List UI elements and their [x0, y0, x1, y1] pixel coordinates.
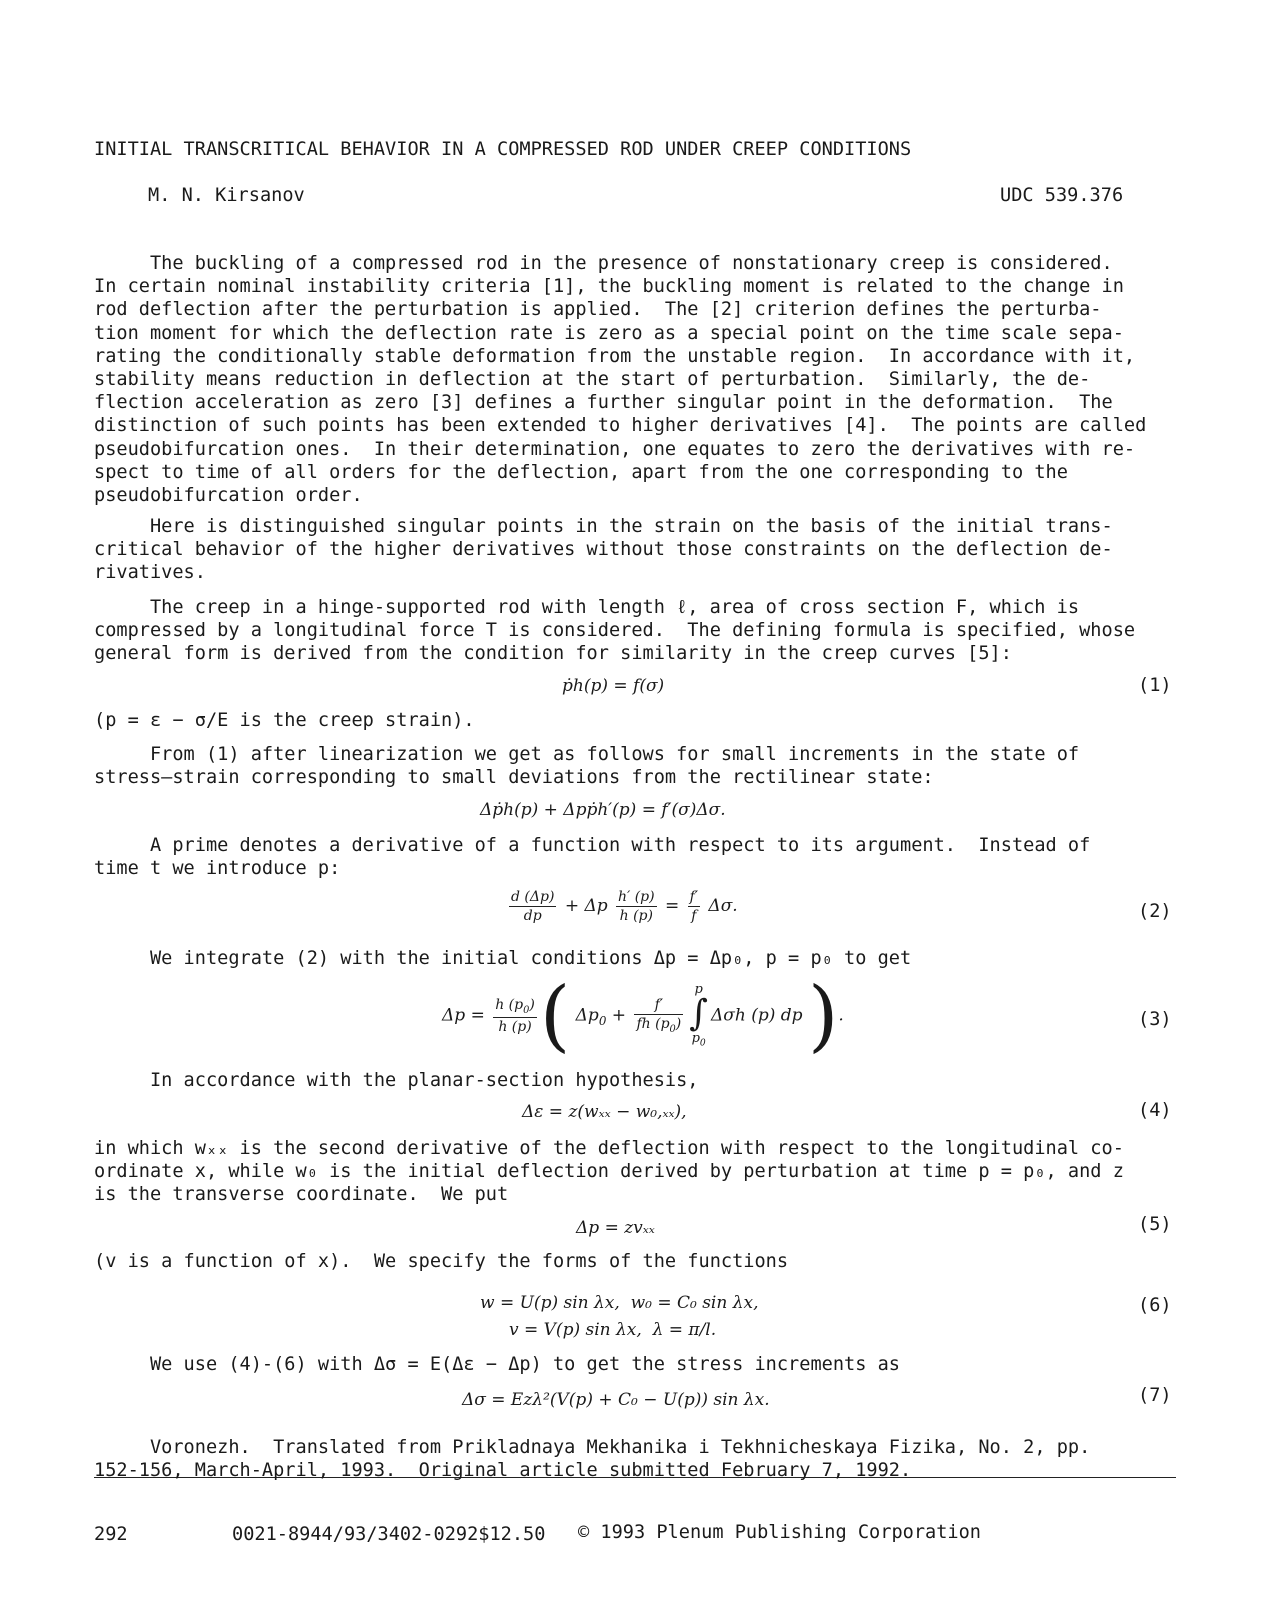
text-line: spect to time of all orders for the deflection, apart from the one corresponding to the [94, 461, 1068, 483]
equation-number-4: (4) [1138, 1100, 1172, 1121]
text-line: stress—strain corresponding to small deviations from the rectilinear state: [94, 767, 934, 789]
text-line: Here is distinguished singular points in the strain on the basis of the initial trans- [94, 516, 1113, 537]
text-line: pseudobifurcation ones. In their determination, one equates to zero the derivatives with re- [94, 438, 1136, 460]
integrate-sentence: We integrate (2) with the initial conditions Δp = Δp₀, p = p₀ to get [94, 948, 912, 969]
equation-1: ṗh(p) = f(σ) [562, 676, 665, 696]
function-forms-sentence: (v is a function of x). We specify the forms of the functions [94, 1251, 789, 1272]
text-line: Voronezh. Translated from Prikladnaya Mekhanika i Tekhnicheskaya Fizika, No. 2, pp. [94, 1437, 1091, 1458]
equation-6b: v = V(p) sin λx, λ = π/l. [509, 1320, 717, 1340]
equation-5: Δp = zvₓₓ [576, 1218, 655, 1238]
udc-code: UDC 539.376 [1000, 185, 1124, 206]
equation-7: Δσ = Ezλ²(V(p) + C₀ − U(p)) sin λx. [462, 1390, 770, 1410]
paragraph-singular-points [94, 515, 1174, 585]
copyright: © 1993 Plenum Publishing Corporation [578, 1522, 981, 1543]
equation-number-5: (5) [1138, 1214, 1172, 1235]
text-line: rivatives. [94, 562, 206, 584]
text-line: pseudobifurcation order. [94, 485, 363, 507]
text-line: From (1) after linearization we get as follows for small increments in the state of [94, 744, 1080, 765]
text-line: compressed by a longitudinal force T is considered. The defining formula is specified, whose [94, 620, 1136, 642]
planar-section-sentence: In accordance with the planar-section hypothesis, [94, 1070, 699, 1091]
text-line: time t we introduce p: [94, 858, 341, 880]
equation-number-7: (7) [1138, 1385, 1172, 1406]
text-line: general form is derived from the condition for similarity in the creep curves [5]: [94, 643, 1012, 665]
text-line: The creep in a hinge-supported rod with length ℓ, area of cross section F, which is [94, 597, 1080, 618]
equation-number-6: (6) [1138, 1295, 1172, 1316]
text-line: ordinate x, while w₀ is the initial deflection derived by perturbation at time p = p₀, and z [94, 1161, 1124, 1183]
equation-6a: w = U(p) sin λx, w₀ = C₀ sin λx, [480, 1293, 759, 1313]
paragraph-deflection [94, 1137, 1174, 1207]
text-line: stability means reduction in deflection at the start of perturbation. Similarly, the de- [94, 369, 1091, 391]
equation-number-2: (2) [1138, 901, 1172, 922]
paragraph-intro [94, 252, 1174, 507]
paragraph-creep [94, 596, 1174, 666]
page-number: 292 [94, 1524, 128, 1545]
text-line: rod deflection after the perturbation is applied. The [2] criterion defines the perturba- [94, 299, 1102, 321]
equation-3: Δp = $\frac{h (p_0)}{h (p)}$ ( $\Delta p_0$ + $\frac{f'}{fh (p_0)}$ p ∫ $p_0$ Δσh (p) dp ). [442, 971, 844, 1061]
paragraph-prime [94, 834, 1174, 880]
equation-4: Δε = z(wₓₓ − w₀,ₓₓ), [522, 1102, 687, 1122]
equation-linearized: Δṗh(p) + Δpṗh′(p) = f′(σ)Δσ. [480, 800, 726, 820]
author: M. N. Kirsanov [148, 185, 305, 206]
paper-title: INITIAL TRANSCRITICAL BEHAVIOR IN A COMPRESSED ROD UNDER CREEP CONDITIONS [94, 139, 912, 160]
text-line: In certain nominal instability criteria [1], the buckling moment is related to the change in [94, 276, 1124, 298]
paragraph-linearization [94, 743, 1174, 789]
text-line: is the transverse coordinate. We put [94, 1184, 509, 1206]
text-line: The buckling of a compressed rod in the presence of nonstationary creep is considered. [94, 253, 1113, 274]
text-line: rating the conditionally stable deformation from the unstable region. In accordance with it, [94, 345, 1136, 367]
text-line: A prime denotes a derivative of a function with respect to its argument. Instead of [94, 835, 1091, 856]
text-line: distinction of such points has been extended to higher derivatives [4]. The points are called [94, 415, 1147, 437]
creep-strain-note: (p = ε − σ/E is the creep strain). [94, 710, 475, 731]
text-line: flection acceleration as zero [3] defines a further singular point in the deformation. The [94, 392, 1113, 414]
equation-2: $\frac{d (\Delta p)}{dp}$ + Δp $\frac{h' (p)}{h (p)}$ = $\frac{f'}{f}$ Δσ. [511, 889, 738, 924]
text-line: tion moment for which the deflection rate is zero as a special point on the time scale sepa- [94, 322, 1124, 344]
equation-number-3: (3) [1138, 1009, 1172, 1030]
text-line: in which wₓₓ is the second derivative of the deflection with respect to the longitudinal co- [94, 1138, 1124, 1159]
publication-code: 0021-8944/93/3402-0292$12.50 [232, 1524, 546, 1545]
text-line: critical behavior of the higher derivatives without those constraints on the deflection de- [94, 539, 1113, 561]
footnote [94, 1436, 1174, 1482]
equation-number-1: (1) [1138, 675, 1172, 696]
text-line: 152-156, March-April, 1993. Original article submitted February 7, 1992. [94, 1460, 912, 1482]
stress-increment-sentence: We use (4)-(6) with Δσ = E(Δε − Δp) to get the stress increments as [94, 1354, 900, 1375]
